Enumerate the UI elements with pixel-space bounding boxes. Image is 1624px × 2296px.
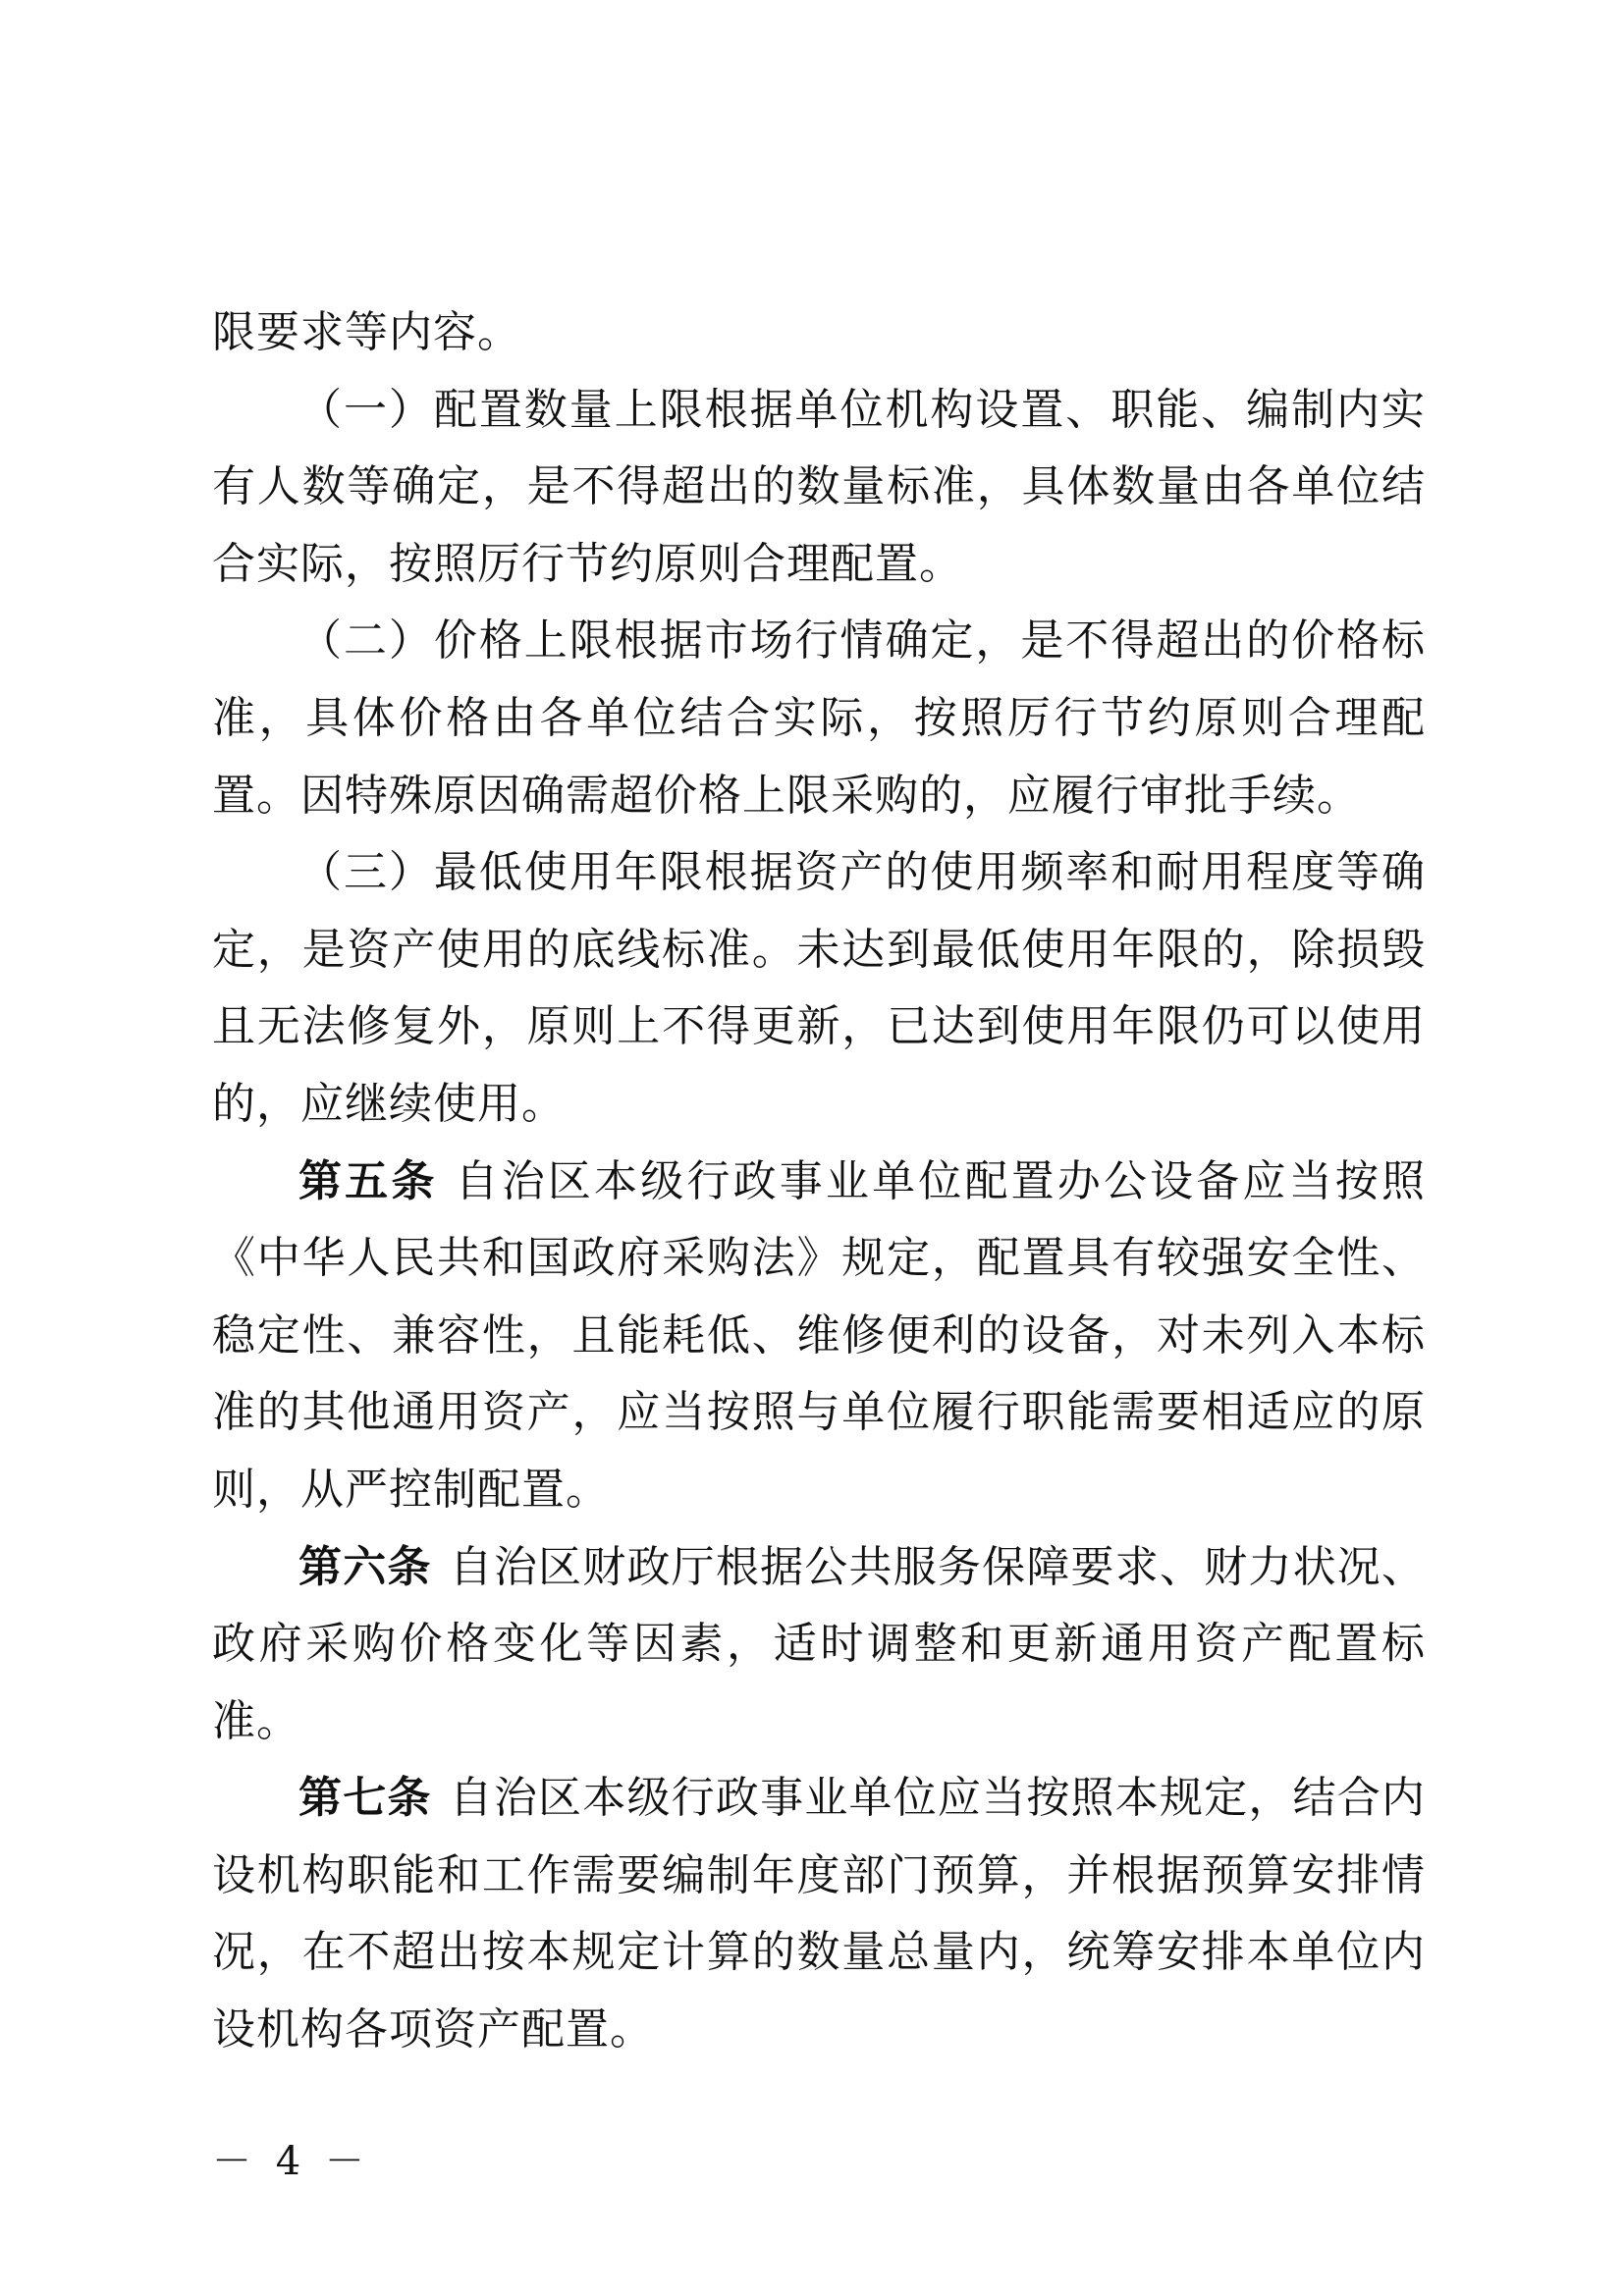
- article-text: 自治区财政厅根据公共服务保障要求、财力状况、政府采购价格变化等因素，适时调整和更新通用资产配置标准。: [212, 1541, 1426, 1746]
- page-number: － 4 －: [212, 2139, 370, 2184]
- paragraph-continuation: [212, 294, 1426, 372]
- paragraph-item-2: [212, 603, 1426, 834]
- article-label: 第五条: [298, 1155, 438, 1206]
- paragraph-text: （三）最低使用年限根据资产的使用频率和耐用程度等确定，是资产使用的底线标准。未达到最低使用年限的，除损毁且无法修复外，原则上不得更新，已达到使用年限仍可以使用的，应继续使用。: [212, 847, 1426, 1129]
- paragraph-text: （二）价格上限根据市场行情确定，是不得超出的价格标准，具体价格由各单位结合实际，按照厉行节约原则合理配置。因特殊原因确需超价格上限采购的，应履行审批手续。: [212, 615, 1426, 821]
- article-7: [212, 1760, 1426, 2068]
- paragraph-text: （一）配置数量上限根据单位机构设置、职能、编制内实有人数等确定，是不得超出的数量标准，具体数量由各单位结合实际，按照厉行节约原则合理配置。: [212, 384, 1426, 589]
- paragraph-text: 限要求等内容。: [212, 307, 521, 357]
- paragraph-item-1: [212, 372, 1426, 604]
- document-body: [212, 294, 1426, 2069]
- paragraph-item-3: [212, 834, 1426, 1143]
- article-label: 第六条: [298, 1541, 432, 1592]
- article-5: [212, 1144, 1426, 1529]
- article-label: 第七条: [298, 1773, 432, 1824]
- article-text: 自治区本级行政事业单位配置办公设备应当按照《中华人民共和国政府采购法》规定，配置具有较强安全性、稳定性、兼容性，且能耗低、维修便利的设备，对未列入本标准的其他通用资产，应当按照与单位履行职能需要相适应的原则，从严控制配置。: [212, 1155, 1427, 1515]
- article-6: [212, 1529, 1426, 1761]
- article-text: 自治区本级行政事业单位应当按照本规定，结合内设机构职能和工作需要编制年度部门预算，并根据预算安排情况，在不超出按本规定计算的数量总量内，统筹安排本单位内设机构各项资产配置。: [212, 1773, 1426, 2056]
